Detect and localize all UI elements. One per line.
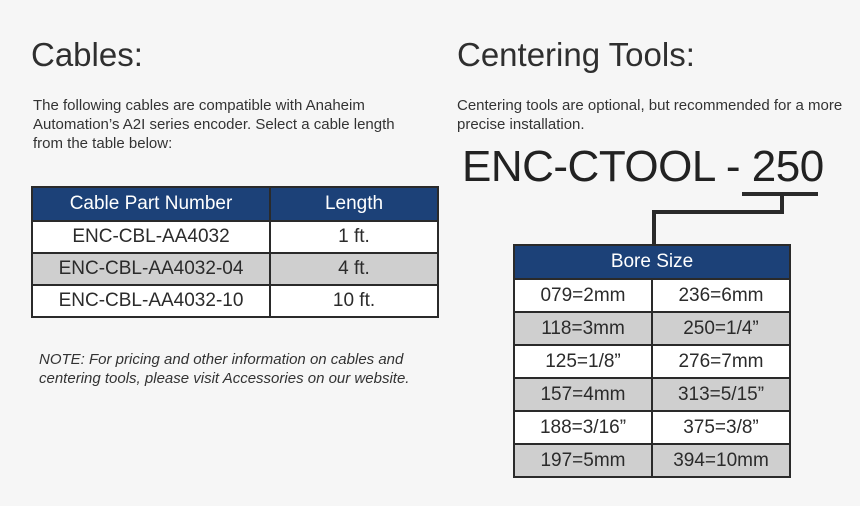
bore-size-header: Bore Size	[514, 245, 790, 279]
table-row	[514, 378, 790, 411]
table-row	[514, 312, 790, 345]
part-number-cell: ENC-CBL-AA4032-10	[32, 285, 270, 317]
part-code-prefix: ENC-CTOOL -	[462, 142, 752, 191]
bore-cell: 197=5mm	[514, 444, 652, 477]
table-row	[32, 285, 438, 317]
centering-title: Centering Tools:	[457, 36, 695, 73]
bore-cell: 079=2mm	[514, 279, 652, 312]
bracket-connector	[650, 192, 822, 248]
table-row	[514, 345, 790, 378]
part-number-cell: ENC-CBL-AA4032	[32, 221, 270, 253]
cables-title: Cables:	[31, 36, 143, 73]
length-cell: 10 ft.	[270, 285, 438, 317]
length-cell: 1 ft.	[270, 221, 438, 253]
table-row	[32, 221, 438, 253]
cables-note: NOTE: For pricing and other information on cables and centering tools, please visit Accessories on our website.	[39, 351, 410, 387]
length-cell: 4 ft.	[270, 253, 438, 285]
bore-cell: 236=6mm	[652, 279, 790, 312]
table-row	[514, 279, 790, 312]
table-row	[32, 253, 438, 285]
cables-description: The following cables are compatible with Anaheim Automation’s A2I series encoder. Select a cable length from the table below:	[33, 97, 395, 152]
bore-cell: 276=7mm	[652, 345, 790, 378]
bore-cell: 394=10mm	[652, 444, 790, 477]
part-code-suffix: 250	[751, 142, 824, 191]
column-header-length: Length	[270, 187, 438, 221]
part-number-cell: ENC-CBL-AA4032-04	[32, 253, 270, 285]
bore-cell: 118=3mm	[514, 312, 652, 345]
cables-table-header	[32, 187, 438, 221]
table-row	[514, 411, 790, 444]
bore-cell: 188=3/16”	[514, 411, 652, 444]
bore-table-header	[514, 245, 790, 279]
bore-cell: 125=1/8”	[514, 345, 652, 378]
bore-size-table	[513, 244, 791, 478]
bore-cell: 250=1/4”	[652, 312, 790, 345]
centering-description: Centering tools are optional, but recommended for a more precise installation.	[457, 97, 843, 133]
bore-cell: 313=5/15”	[652, 378, 790, 411]
table-row	[514, 444, 790, 477]
bore-cell: 157=4mm	[514, 378, 652, 411]
column-header-part-number: Cable Part Number	[32, 187, 270, 221]
cables-table	[31, 186, 439, 318]
part-code	[462, 142, 824, 192]
bore-cell: 375=3/8”	[652, 411, 790, 444]
